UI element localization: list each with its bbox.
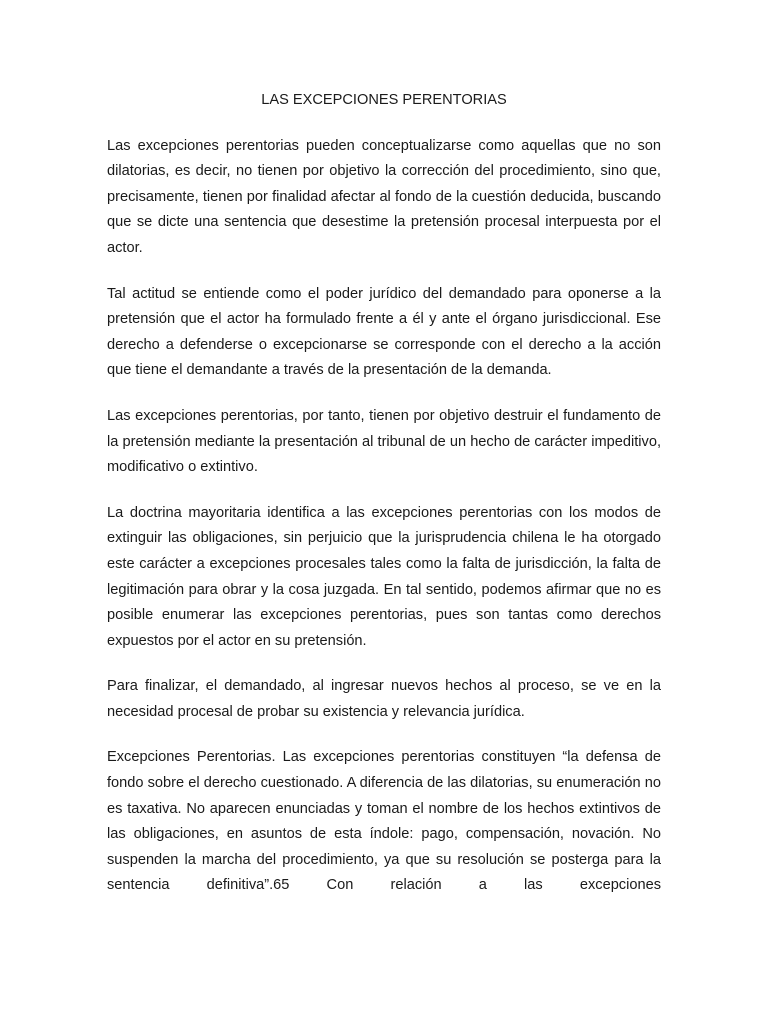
- paragraph-1: Las excepciones perentorias pueden conceptualizarse como aquellas que no son dilatorias, es decir, no tienen por objetivo la corrección del procedimiento, sino que, precisamente, tienen por finalidad afectar al fondo de la cuestión deducida, buscando que se dicte una sentencia que desestime la pretensión procesal interpuesta por el actor.: [107, 137, 661, 256]
- document-page: [107, 88, 661, 919]
- paragraph-2: Tal actitud se entiende como el poder jurídico del demandado para oponerse a la pretensión que el actor ha formulado frente a él y ante el órgano jurisdiccional. Ese derecho a defenderse o excepcionarse se corresponde con el derecho a la acción que tiene el demandante a través de la presentación de la demanda.: [107, 285, 661, 379]
- paragraph-4: La doctrina mayoritaria identifica a las excepciones perentorias con los modos de extinguir las obligaciones, sin perjuicio que la jurisprudencia chilena le ha otorgado este carácter a excepciones procesales tales como la falta de jurisdicción, la falta de legitimación para obrar y la cosa juzgada. En tal sentido, podemos afirmar que no es posible enumerar las excepciones perentorias, pues son tantas como derechos expuestos por el actor en su pretensión.: [107, 504, 661, 649]
- paragraph-6: Excepciones Perentorias. Las excepciones perentorias constituyen “la defensa de fondo sobre el derecho cuestionado. A diferencia de las dilatorias, su enumeración no es taxativa. No aparecen enunciadas y toman el nombre de los hechos extintivos de las obligaciones, en asuntos de esta índole: pago, compensación, novación. No suspenden la marcha del procedimiento, ya que su resolución se posterga para la sentencia definitiva”.65 Con relación a las excepciones: [107, 749, 661, 894]
- document-title: LAS EXCEPCIONES PERENTORIAS: [261, 92, 507, 108]
- paragraph-3: Las excepciones perentorias, por tanto, tienen por objetivo destruir el fundamento de la pretensión mediante la presentación al tribunal de un hecho de carácter impeditivo, modificativo o extintivo.: [107, 407, 661, 476]
- paragraph-5: Para finalizar, el demandado, al ingresar nuevos hechos al proceso, se ve en la necesidad procesal de probar su existencia y relevancia jurídica.: [107, 678, 661, 720]
